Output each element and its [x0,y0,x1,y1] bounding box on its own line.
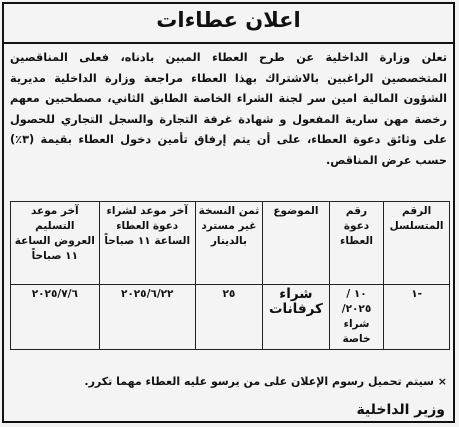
header-subject: الموضوع [262,202,329,285]
tender-table-header [11,202,450,285]
title-divider [4,42,453,44]
cell-submission-deadline: ٢٠٢٥/٧/٦ [11,285,100,350]
header-purchase-deadline: آخر موعد لشراء دعوة العطاء الساعة ١١ صباحاً [99,202,195,285]
fees-note: × سيتم تحميل رسوم الإعلان على من يرسو عليه العطاء مهما تكرر. [84,375,447,388]
cell-subject: شراء كرفانات [262,285,329,350]
announcement-body: تعلن وزارة الداخلية عن طرح العطاء المبين بادناه، فعلى المناقصين المتخصصين الراغبين بالاشتراك بهذا العطاء مراجعة وزارة الداخلية مديرية الشؤون المالية امين سر لجنة الشراء الخاصة الطابق الثاني، مصطحبين معهم رخصة مهن سارية المفعول و شهادة غرفة التجارة والسجل التجاري للحصول على وثائق دعوة العطاء، على أن يتم إرفاق تأمين دخول العطاء بقيمة (٣٪) حسب عرض المناقص. [10,51,447,167]
header-submission-deadline: آخر موعد التسليم العروض الساعة ١١ صباحاً [11,202,100,285]
cell-invitation-number: ١٠ /٢٠٢٥/ شراء خاصة [329,285,383,350]
cell-copy-price: ٢٥ [195,285,262,350]
cell-serial: -١ [384,285,450,350]
header-serial: الرقم المتسلسل [384,202,450,285]
tender-table [10,201,450,350]
announcement-frame [2,2,455,423]
cell-purchase-deadline: ٢٠٢٥/٦/٢٢ [99,285,195,350]
header-copy-price: ثمن النسخة غير مسترد بالدينار [195,202,262,285]
table-row [11,285,450,350]
header-invitation-number: رقم دعوة العطاء [329,202,383,285]
signature: وزير الداخلية [356,402,445,418]
announcement-title: اعلان عطاءات [156,8,301,32]
